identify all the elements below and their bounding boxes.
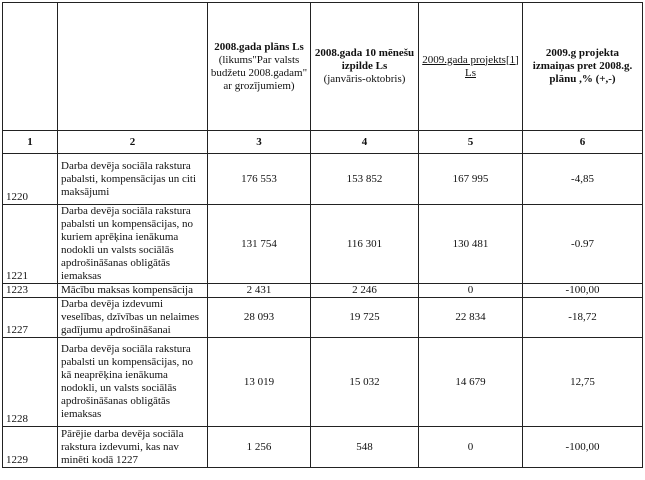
row-code: 1221: [3, 205, 58, 284]
row-plan-2008: 176 553: [208, 154, 311, 205]
table-row: [3, 338, 643, 427]
header-cell-change: [523, 3, 643, 131]
row-code: 1223: [3, 284, 58, 298]
column-number: 6: [523, 131, 643, 154]
row-project-2009: 167 995: [419, 154, 523, 205]
budget-table: [2, 2, 643, 468]
row-description: Darba devēja sociāla rakstura pabalsti, kompensācijas un citi maksājumi: [58, 154, 208, 205]
row-description: Darba devēja izdevumi veselības, dzīvības un nelaimes gadījumu apdrošināšanai: [58, 298, 208, 338]
column-number: 2: [58, 131, 208, 154]
table-row: [3, 154, 643, 205]
row-code: 1229: [3, 427, 58, 468]
header-change-title: 2009.g projekta izmaiņas pret 2008.g. plānu ,% (+,-): [532, 47, 633, 85]
row-execution-2008: 15 032: [311, 338, 419, 427]
row-change: 12,75: [523, 338, 643, 427]
header-cell-code: [3, 3, 58, 131]
column-number: 1: [3, 131, 58, 154]
row-project-2009: 0: [419, 284, 523, 298]
row-change: -100,00: [523, 427, 643, 468]
row-execution-2008: 116 301: [311, 205, 419, 284]
row-change: -4,85: [523, 154, 643, 205]
header-execution-2008-subtitle: (janvāris-oktobris): [323, 73, 406, 85]
row-code: 1227: [3, 298, 58, 338]
header-plan-2008-title: 2008.gada plāns Ls: [214, 40, 304, 53]
row-plan-2008: 1 256: [208, 427, 311, 468]
column-number: 5: [419, 131, 523, 154]
table-row: [3, 298, 643, 338]
row-project-2009: 14 679: [419, 338, 523, 427]
row-description: Darba devēja sociāla rakstura pabalsti un kompensācijas, no kuriem aprēķina ienākuma nodokli un valsts sociālās apdrošināšanas obligātās iemaksas: [58, 205, 208, 284]
header-project-2009-link[interactable]: 2009.gada projekts[1] Ls: [422, 53, 519, 79]
row-project-2009: 0: [419, 427, 523, 468]
row-description: Mācību maksas kompensācija: [58, 284, 208, 298]
row-execution-2008: 2 246: [311, 284, 419, 298]
row-project-2009: 22 834: [419, 298, 523, 338]
row-change: -100,00: [523, 284, 643, 298]
table-row: [3, 427, 643, 468]
row-execution-2008: 548: [311, 427, 419, 468]
header-cell-description: [58, 3, 208, 131]
header-cell-project-2009: [419, 3, 523, 131]
header-plan-2008-subtitle: (likums"Par valsts budžetu 2008.gadam" ar grozījumiem): [210, 53, 308, 92]
row-code: 1228: [3, 338, 58, 427]
row-plan-2008: 28 093: [208, 298, 311, 338]
column-number: 4: [311, 131, 419, 154]
row-code: 1220: [3, 154, 58, 205]
header-execution-2008-title: 2008.gada 10 mēnešu izpilde Ls: [314, 47, 415, 72]
row-change: -0.97: [523, 205, 643, 284]
column-number: 3: [208, 131, 311, 154]
row-plan-2008: 2 431: [208, 284, 311, 298]
header-cell-plan-2008: [208, 3, 311, 131]
row-execution-2008: 153 852: [311, 154, 419, 205]
header-row: [3, 3, 643, 131]
column-number-row: [3, 131, 643, 154]
row-description: Pārējie darba devēja sociāla rakstura izdevumi, kas nav minēti kodā 1227: [58, 427, 208, 468]
row-plan-2008: 13 019: [208, 338, 311, 427]
row-change: -18,72: [523, 298, 643, 338]
table-row: [3, 205, 643, 284]
row-project-2009: 130 481: [419, 205, 523, 284]
row-description: Darba devēja sociāla rakstura pabalsti un kompensācijas, no kā neaprēķina ienākuma nodokli, un valsts sociālās apdrošināšanas obligātās iemaksas: [58, 338, 208, 427]
row-execution-2008: 19 725: [311, 298, 419, 338]
table-row: [3, 284, 643, 298]
header-cell-execution-2008: [311, 3, 419, 131]
row-plan-2008: 131 754: [208, 205, 311, 284]
